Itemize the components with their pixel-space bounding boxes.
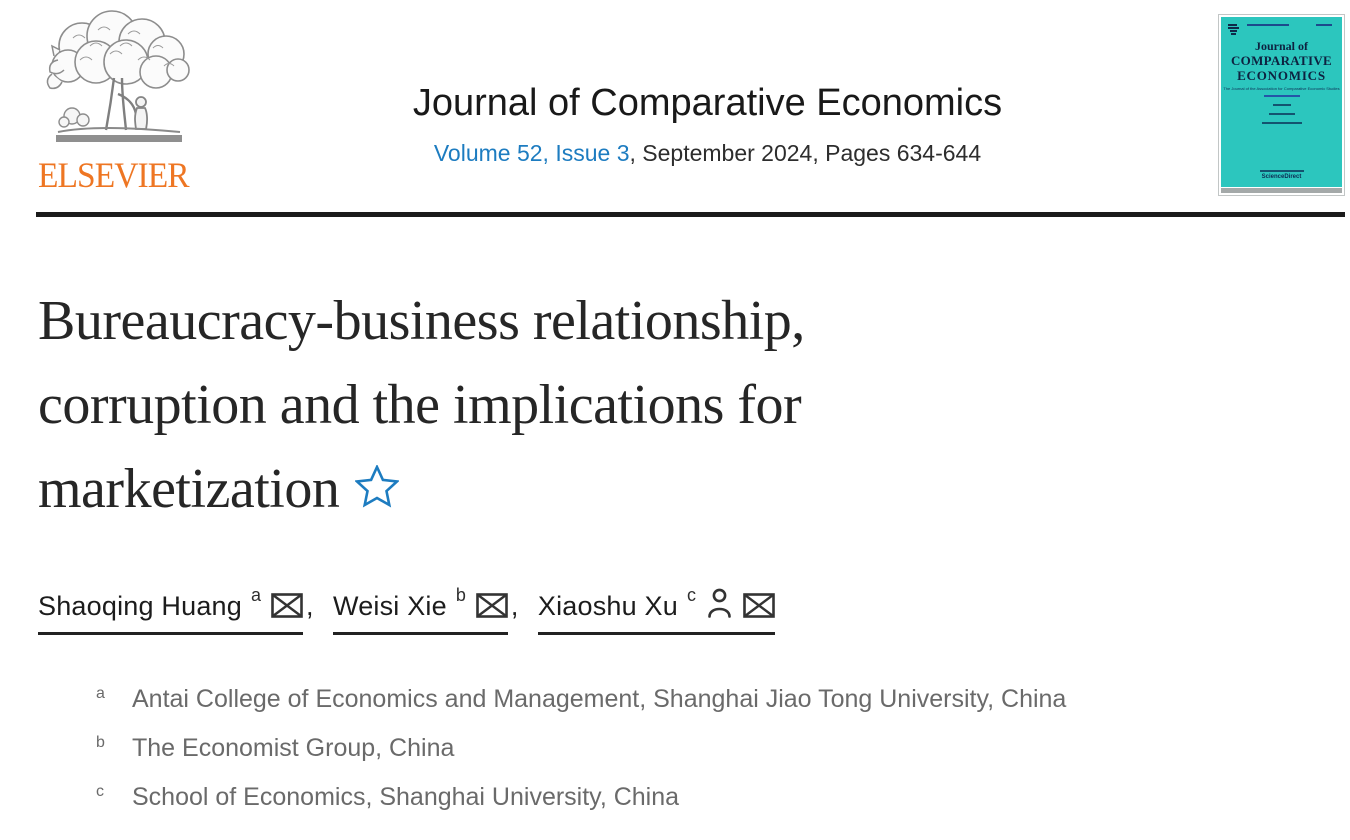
person-icon[interactable] (706, 587, 733, 625)
author-separator: , (510, 591, 526, 621)
article-title (38, 279, 1312, 533)
email-icon[interactable] (476, 593, 508, 625)
affiliation-row (38, 783, 1312, 812)
elsevier-tree-icon (38, 8, 200, 156)
affiliation-text: The Economist Group, China (132, 734, 455, 762)
issue-link[interactable]: Volume 52, Issue 3 (433, 140, 630, 166)
author-name[interactable]: Xiaoshu Xu (537, 591, 678, 621)
elsevier-wordmark: ELSEVIER (38, 155, 189, 195)
author-group[interactable] (38, 585, 303, 635)
issue-line (225, 140, 1190, 167)
author-superscript: a (250, 585, 261, 605)
author-list (38, 585, 1312, 635)
cover-tree-stamp-icon (1228, 23, 1239, 37)
article-title-line: marketization (38, 458, 340, 520)
cover-title-line3: ECONOMICS (1237, 68, 1326, 83)
article-title-line: corruption and the implications for (38, 374, 802, 436)
issue-meta: , September 2024, Pages 634-644 (629, 140, 982, 166)
journal-heading (225, 82, 1190, 167)
cover-subtitle: The Journal of the Association for Comparative Economic Studies (1223, 86, 1340, 91)
affiliation-row (38, 685, 1312, 714)
affiliation-list (38, 685, 1312, 812)
author-superscript: b (455, 585, 466, 605)
email-icon[interactable] (271, 593, 303, 625)
author-name[interactable]: Shaoqing Huang (38, 591, 242, 621)
journal-cover-front (1221, 17, 1342, 187)
cover-editor-list (1221, 102, 1342, 126)
cover-footer-strip (1221, 188, 1342, 193)
cover-sciencedirect-label: ScienceDirect (1261, 174, 1302, 180)
journal-title[interactable]: Journal of Comparative Economics (412, 82, 1003, 124)
article-title-line: Bureaucracy-business relationship, (38, 290, 805, 352)
page-header (0, 0, 1350, 212)
author-group[interactable] (538, 585, 775, 635)
author-separator: , (305, 591, 321, 621)
author-name[interactable]: Weisi Xie (333, 591, 447, 621)
cover-title-line2: COMPARATIVE (1230, 53, 1333, 68)
cover-title-line1: Journal of (1254, 39, 1308, 53)
affiliation-text: School of Economics, Shanghai University, China (132, 783, 680, 811)
email-icon[interactable] (743, 593, 775, 625)
affiliation-superscript: a (96, 685, 105, 702)
journal-cover[interactable] (1218, 14, 1345, 196)
affiliation-superscript: b (96, 734, 105, 751)
affiliation-superscript: c (96, 783, 104, 800)
affiliation-row (38, 734, 1312, 763)
footnote-star-icon[interactable] (355, 449, 399, 533)
author-superscript: c (686, 585, 696, 605)
header-divider (36, 212, 1345, 217)
author-group[interactable] (333, 585, 508, 635)
affiliation-text: Antai College of Economics and Management, Shanghai Jiao Tong University, China (132, 685, 1067, 713)
elsevier-logo[interactable] (38, 8, 200, 194)
cover-brand-area (1260, 168, 1304, 180)
cover-rule (1264, 95, 1300, 97)
cover-top-meta (1221, 17, 1342, 26)
